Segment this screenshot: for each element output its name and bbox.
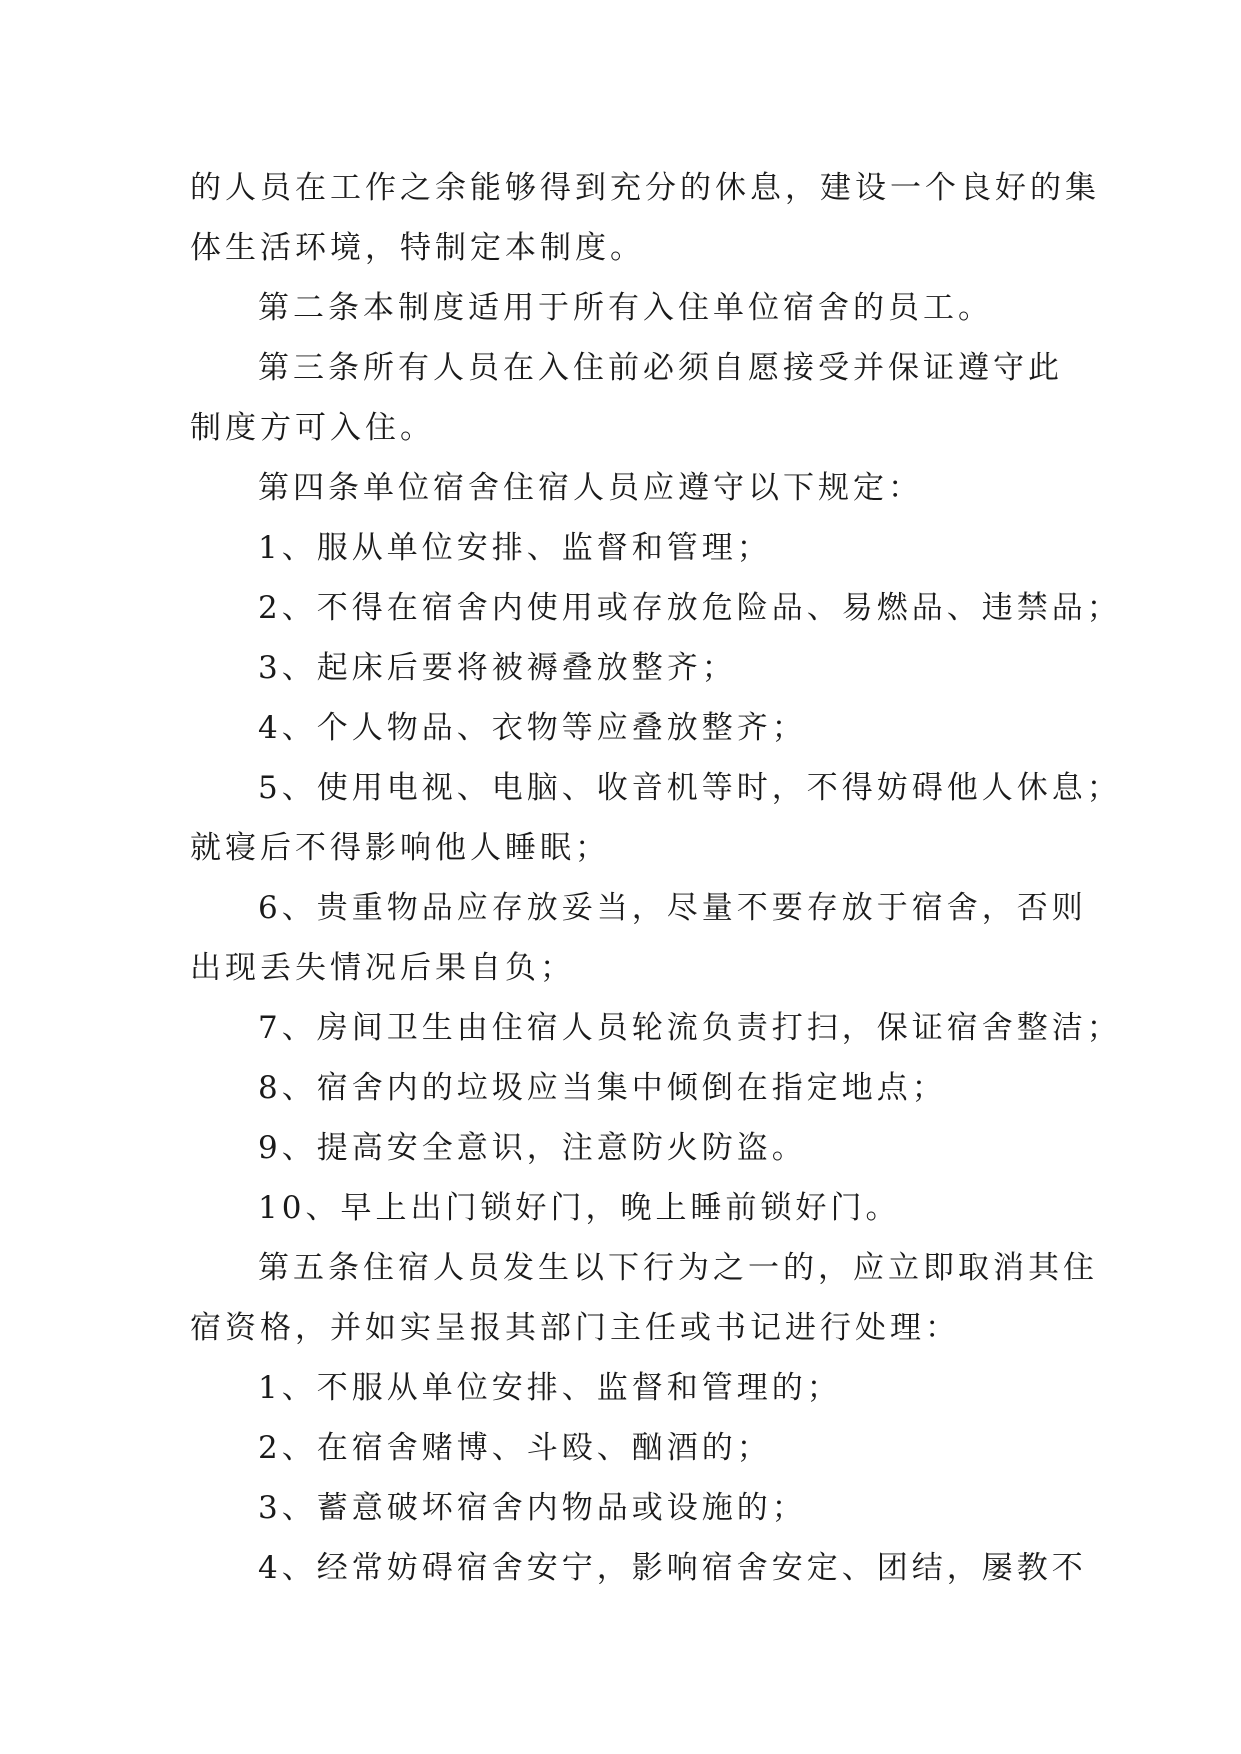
- rule-item: 6、贵重物品应存放妥当，尽量不要存放于宿舍，否则: [258, 890, 1087, 926]
- rule-item: 7、房间卫生由住宿人员轮流负责打扫，保证宿舍整洁；: [258, 1010, 1122, 1046]
- violation-item: 3、蓄意破坏宿舍内物品或设施的；: [258, 1490, 807, 1526]
- rule-item: 5、使用电视、电脑、收音机等时，不得妨碍他人休息；: [258, 770, 1122, 806]
- article-2-line: 第二条本制度适用于所有入住单位宿舍的员工。: [258, 290, 993, 326]
- rule-item: 3、起床后要将被褥叠放整齐；: [258, 650, 737, 686]
- violation-item: 4、经常妨碍宿舍安宁，影响宿舍安定、团结，屡教不: [258, 1550, 1087, 1586]
- text-line: 体生活环境，特制定本制度。: [190, 230, 645, 266]
- article-4-heading: 第四条单位宿舍住宿人员应遵守以下规定：: [258, 470, 923, 506]
- violation-item: 1、不服从单位安排、监督和管理的；: [258, 1370, 842, 1406]
- rule-item: 1、服从单位安排、监督和管理；: [258, 530, 772, 566]
- rule-item: 9、提高安全意识，注意防火防盗。: [258, 1130, 807, 1166]
- text-line: 宿资格，并如实呈报其部门主任或书记进行处理：: [190, 1310, 960, 1346]
- text-line: 就寝后不得影响他人睡眠；: [190, 830, 610, 866]
- rule-item: 10、早上出门锁好门，晚上睡前锁好门。: [258, 1190, 901, 1226]
- rule-item: 4、个人物品、衣物等应叠放整齐；: [258, 710, 807, 746]
- rule-item: 2、不得在宿舍内使用或存放危险品、易燃品、违禁品；: [258, 590, 1122, 626]
- rule-item: 8、宿舍内的垃圾应当集中倾倒在指定地点；: [258, 1070, 947, 1106]
- text-line: 的人员在工作之余能够得到充分的休息，建设一个良好的集: [190, 170, 1100, 206]
- article-5-heading: 第五条住宿人员发生以下行为之一的，应立即取消其住: [258, 1250, 1098, 1286]
- article-3-line: 第三条所有人员在入住前必须自愿接受并保证遵守此: [258, 350, 1063, 386]
- text-line: 出现丢失情况后果自负；: [190, 950, 575, 986]
- text-line: 制度方可入住。: [190, 410, 435, 446]
- violation-item: 2、在宿舍赌博、斗殴、酗酒的；: [258, 1430, 772, 1466]
- document-body: [190, 158, 1122, 1598]
